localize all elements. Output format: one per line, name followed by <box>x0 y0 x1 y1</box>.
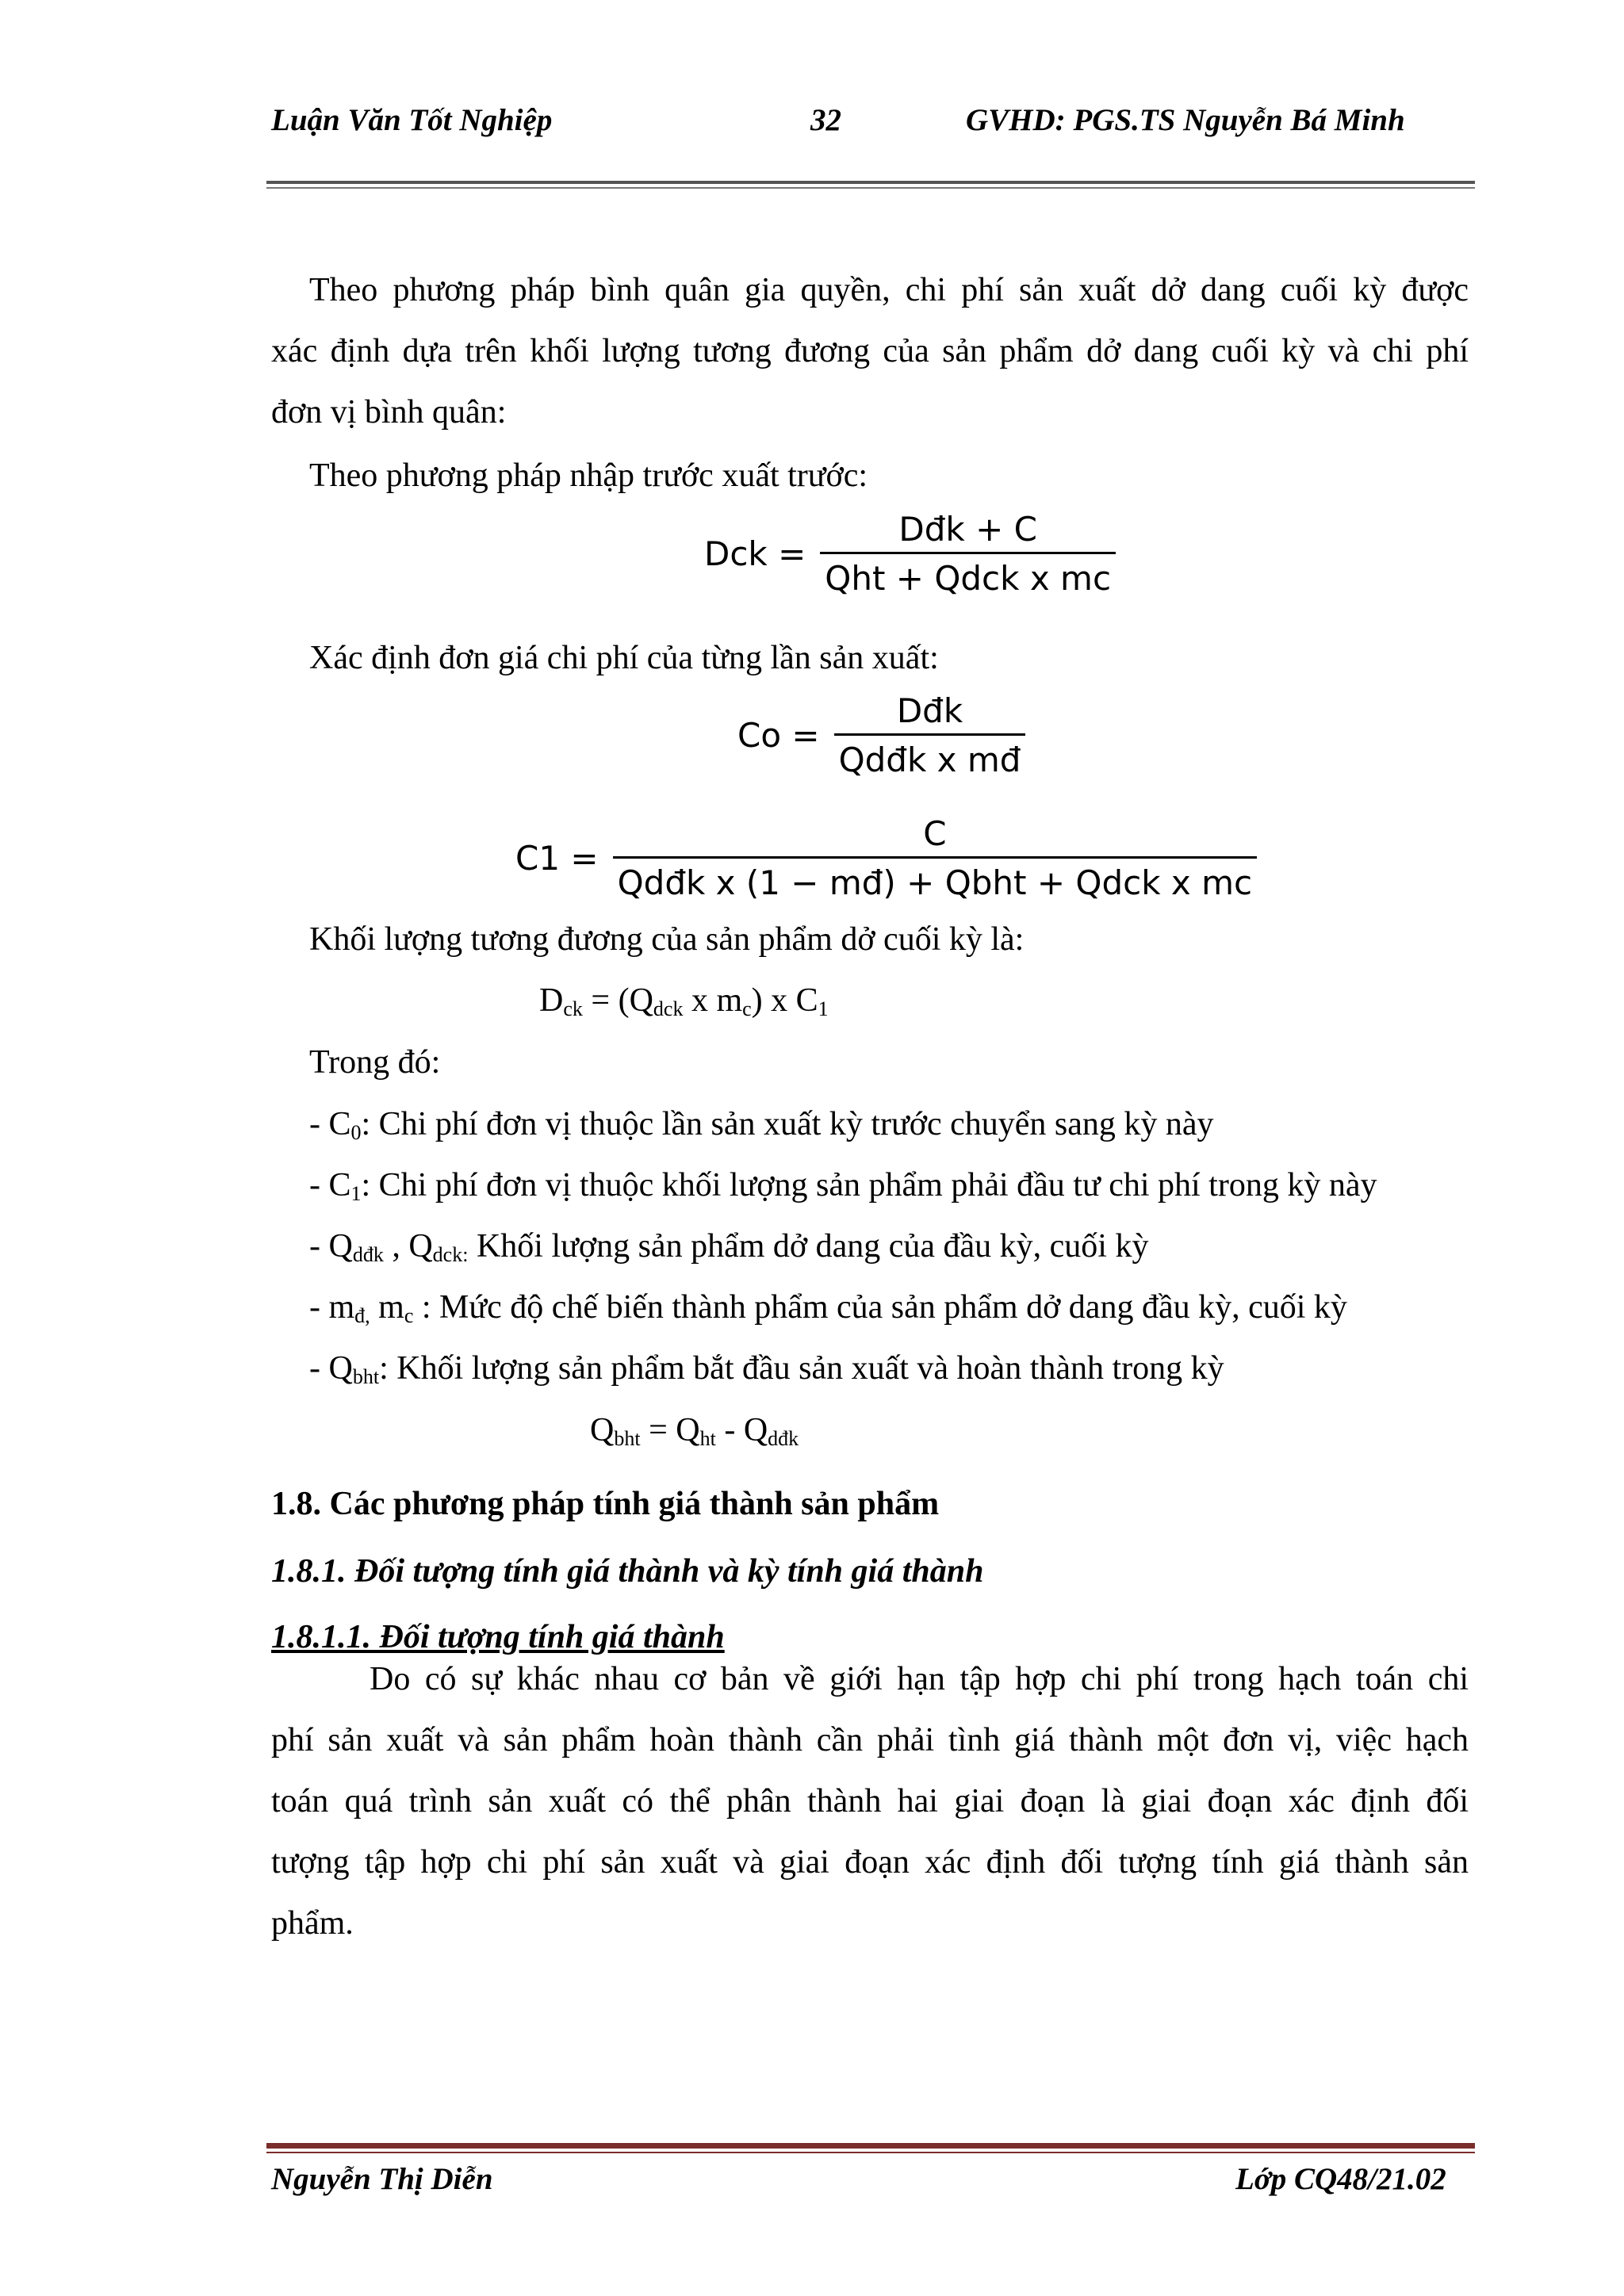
definition-c0 <box>309 1100 1214 1148</box>
eq-text: ) x C <box>751 982 818 1019</box>
formula-numerator: Dđk <box>896 691 963 730</box>
formula-denominator: Qht + Qdck x mc <box>820 552 1116 598</box>
formula-fraction <box>834 691 1026 779</box>
formula-lhs: C1 = <box>515 839 599 878</box>
eq-text: = Q <box>640 1412 700 1448</box>
eq-text: D <box>539 982 564 1019</box>
subsection-heading: 1.8.1. Đối tượng tính giá thành và kỳ tính giá thành <box>271 1553 984 1590</box>
def-text: - Q <box>309 1228 353 1265</box>
paragraph-line: tượng tập hợp chi phí sản xuất và giai đoạn xác định đối tượng tính giá thành sản <box>271 1844 1469 1881</box>
eq-text: = (Q <box>582 982 653 1019</box>
eq-sub: 1 <box>818 997 829 1020</box>
header-rule-thin <box>266 187 1475 189</box>
formula-numerator: Dđk + C <box>898 510 1037 549</box>
eq-sub: ht <box>699 1427 716 1450</box>
eq-sub: c <box>742 997 752 1020</box>
paragraph-line: phẩm. <box>271 1905 354 1942</box>
subsubsection-heading: 1.8.1.1. Đối tượng tính giá thành <box>271 1619 725 1655</box>
def-text: - m <box>309 1289 355 1326</box>
def-sub: c <box>404 1304 414 1327</box>
formula-denominator: Qdđk x mđ <box>834 733 1026 779</box>
eq-sub: dck <box>653 997 684 1020</box>
paragraph-line: toán quá trình sản xuất có thể phân thành hai giai đoạn là giai đoạn xác định đối <box>271 1783 1469 1820</box>
paragraph-line: đơn vị bình quân: <box>271 394 507 430</box>
equivalent-volume-intro: Khối lượng tương đương của sản phẩm dở cuối kỳ là: <box>309 921 1025 958</box>
def-text: : Chi phí đơn vị thuộc khối lượng sản phẩm phải đầu tư chi phí trong kỳ này <box>361 1167 1377 1203</box>
formula-numerator: C <box>923 814 947 853</box>
formula-co <box>737 691 1025 779</box>
paragraph-line: Do có sự khác nhau cơ bản về giới hạn tập hợp chi phí trong hạch toán chi <box>370 1661 1469 1697</box>
formula-lhs: Dck = <box>704 534 806 573</box>
def-text: Khối lượng sản phẩm dở dang của đầu kỳ, cuối kỳ <box>468 1228 1149 1265</box>
paragraph-line: xác định dựa trên khối lượng tương đương của sản phẩm dở dang cuối kỳ và chi phí <box>271 333 1469 369</box>
formula-fraction <box>820 510 1116 598</box>
footer-left: Nguyễn Thị Diễn <box>271 2162 493 2196</box>
def-text: : Chi phí đơn vị thuộc lần sản xuất kỳ trước chuyển sang kỳ này <box>361 1106 1214 1142</box>
header-right: GVHD: PGS.TS Nguyễn Bá Minh <box>966 103 1405 137</box>
trong-do-label: Trong đó: <box>309 1044 441 1081</box>
paragraph-weighted-average <box>271 260 1469 443</box>
footer-right: Lớp CQ48/21.02 <box>1235 2162 1446 2196</box>
unit-cost-intro: Xác định đơn giá chi phí của từng lần sản xuất: <box>309 640 939 676</box>
formula-lhs: Co = <box>737 716 820 755</box>
eq-text: - Q <box>715 1412 768 1448</box>
definition-qbht <box>309 1345 1224 1392</box>
def-text: : Khối lượng sản phẩm bắt đầu sản xuất và hoàn thành trong kỳ <box>379 1350 1224 1387</box>
formula-c1 <box>515 814 1257 902</box>
eq-text: x m <box>683 982 743 1019</box>
def-text: m <box>370 1289 404 1326</box>
header-left: Luận Văn Tốt Nghiệp <box>271 103 553 137</box>
paragraph-costing-object <box>271 1649 1469 1954</box>
header-rule <box>266 181 1475 184</box>
def-sub: 0 <box>350 1121 362 1144</box>
page-number: 32 <box>810 103 841 137</box>
paragraph-line: phí sản xuất và sản phẩm hoàn thành cần phải tình giá thành một đơn vị, việc hạch <box>271 1722 1469 1758</box>
def-text: , Q <box>383 1228 433 1265</box>
eq-sub: dđk <box>768 1427 799 1450</box>
def-text: - C <box>309 1167 351 1203</box>
eq-sub: ck <box>563 997 583 1020</box>
def-sub: đ, <box>354 1304 370 1327</box>
eq-text: Q <box>590 1412 615 1448</box>
section-heading: 1.8. Các phương pháp tính giá thành sản phẩm <box>271 1486 940 1522</box>
definition-m <box>309 1284 1347 1331</box>
footer-rule <box>266 2143 1475 2149</box>
def-text: - C <box>309 1106 351 1142</box>
formula-fraction <box>613 814 1258 902</box>
fifo-intro: Theo phương pháp nhập trước xuất trước: <box>309 457 868 494</box>
formula-denominator: Qdđk x (1 − mđ) + Qbht + Qdck x mc <box>613 856 1258 902</box>
def-sub: 1 <box>350 1182 362 1205</box>
formula-dck <box>704 510 1116 598</box>
definition-q <box>309 1223 1148 1270</box>
def-text: : Mức độ chế biến thành phẩm của sản phẩm dở dang đầu kỳ, cuối kỳ <box>413 1289 1347 1326</box>
def-sub: dđk <box>352 1243 384 1266</box>
def-text: - Q <box>309 1350 353 1387</box>
def-sub: bht <box>352 1365 380 1388</box>
eq-sub: bht <box>614 1427 641 1450</box>
definition-c1 <box>309 1161 1377 1209</box>
equation-dck <box>539 977 829 1024</box>
def-sub: dck: <box>432 1243 469 1266</box>
footer-rule-thin <box>266 2152 1475 2153</box>
paragraph-line: Theo phương pháp bình quân gia quyền, chi phí sản xuất dở dang cuối kỳ được <box>309 272 1469 308</box>
equation-qbht <box>590 1406 799 1454</box>
